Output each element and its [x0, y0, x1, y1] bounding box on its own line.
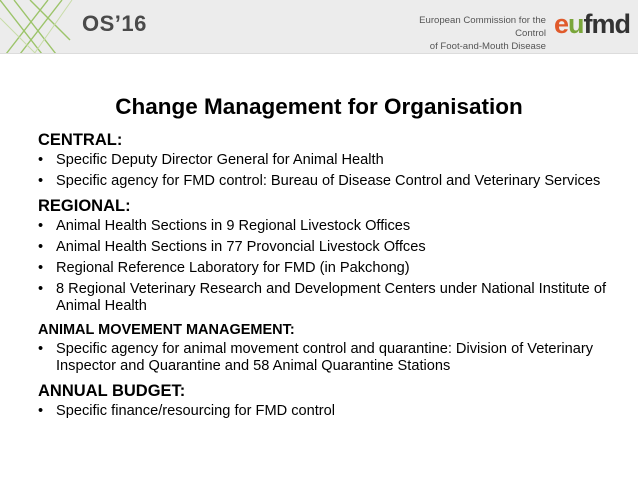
section-heading-annual-budget: ANNUAL BUDGET: — [38, 382, 186, 400]
slide-header — [0, 0, 638, 54]
list-item: • 8 Regional Veterinary Research and Development Centers under National Institute of Animal Health — [38, 281, 618, 315]
list-item: • Specific agency for FMD control: Bureau of Disease Control and Veterinary Services — [38, 173, 618, 190]
decorative-lines-graphic — [0, 0, 80, 54]
slide-body — [38, 128, 618, 424]
list-item: • Animal Health Sections in 77 Provoncial Livestock Offces — [38, 239, 618, 256]
section-heading-regional: REGIONAL: — [38, 197, 131, 215]
header-divider — [0, 53, 638, 54]
animal-movement-list — [38, 341, 618, 375]
slide-title: Change Management for Organisation — [115, 94, 523, 119]
event-title: OS’16 — [82, 11, 147, 36]
section-heading-central: CENTRAL: — [38, 131, 123, 149]
list-item: • Animal Health Sections in 9 Regional Livestock Offices — [38, 218, 618, 235]
organisation-name-line2: of Foot-and-Mouth Disease — [429, 41, 546, 52]
list-item: • Specific finance/resourcing for FMD control — [38, 403, 618, 420]
regional-list — [38, 218, 618, 315]
organisation-name-line1: European Commission for the Control — [419, 15, 546, 39]
list-item: • Regional Reference Laboratory for FMD (in Pakchong) — [38, 260, 618, 277]
annual-budget-list — [38, 403, 618, 420]
eufmd-logo: eufmd — [554, 9, 631, 39]
list-item: • Specific Deputy Director General for Animal Health — [38, 152, 618, 169]
list-item: • Specific agency for animal movement control and quarantine: Division of Veterinary Inspector and Quarantine and 58 Animal Quarantine Stations — [38, 341, 618, 375]
section-heading-animal-movement: ANIMAL MOVEMENT MANAGEMENT: — [38, 322, 295, 338]
central-list — [38, 152, 618, 190]
organisation-name — [396, 14, 546, 53]
